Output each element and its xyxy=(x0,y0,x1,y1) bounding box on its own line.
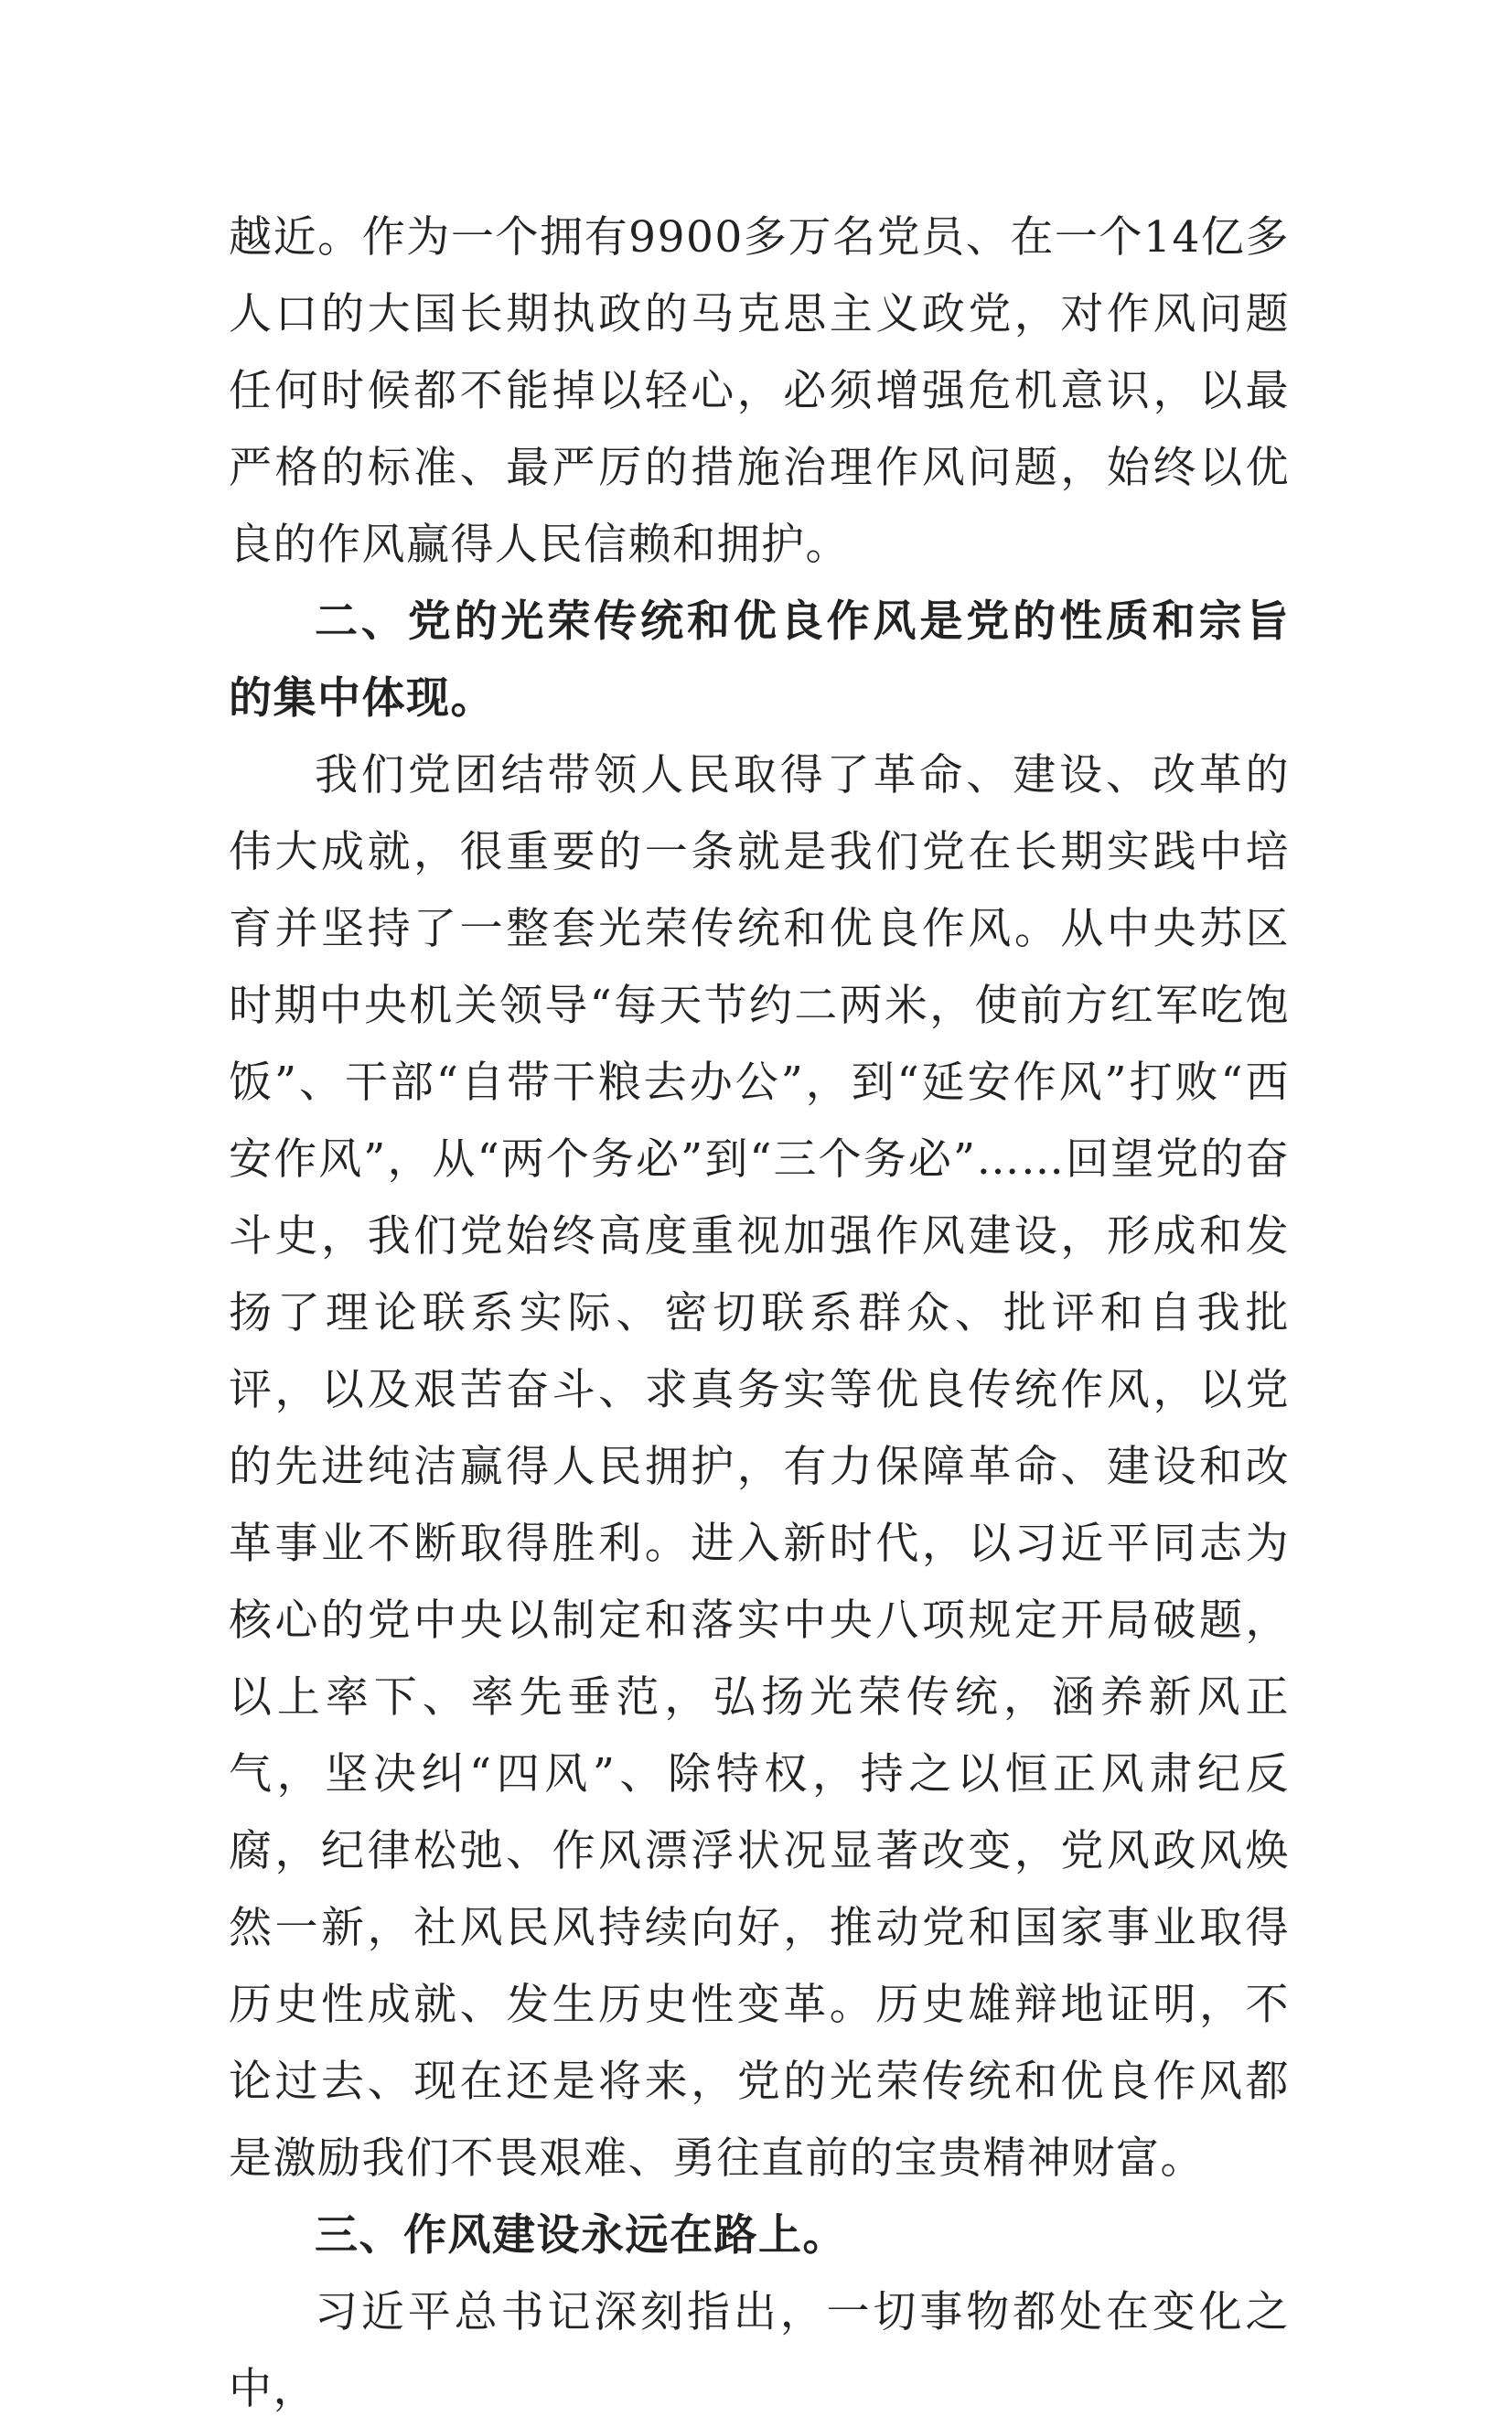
document-body xyxy=(229,199,1290,2428)
paragraph-continuation: 越近。作为一个拥有9900多万名党员、在一个14亿多人口的大国长期执政的马克思主义政党，对作风问题任何时候都不能掉以轻心，必须增强危机意识，以最严格的标准、最严厉的措施治理作风问题，始终以优良的作风赢得人民信赖和拥护。 xyxy=(229,212,1290,570)
section-heading-two: 二、党的光荣传统和优良作风是党的性质和宗旨的集中体现。 xyxy=(229,596,1290,724)
paragraph-two: 我们党团结带领人民取得了革命、建设、改革的伟大成就，很重要的一条就是我们党在长期实践中培育并坚持了一整套光荣传统和优良作风。从中央苏区时期中央机关领导“每天节约二两米，使前方红军吃饱饭”、干部“自带干粮去办公”，到“延安作风”打败“西安作风”，从“两个务必”到“三个务必”……回望党的奋斗史，我们党始终高度重视加强作风建设，形成和发扬了理论联系实际、密切联系群众、批评和自我批评，以及艰苦奋斗、求真务实等优良传统作风，以党的先进纯洁赢得人民拥护，有力保障革命、建设和改革事业不断取得胜利。进入新时代，以习近平同志为核心的党中央以制定和落实中央八项规定开局破题，以上率下、率先垂范，弘扬光荣传统，涵养新风正气，坚决纠“四风”、除特权，持之以恒正风肃纪反腐，纪律松弛、作风漂浮状况显著改变，党风政风焕然一新，社风民风持续向好，推动党和国家事业取得历史性成就、发生历史性变革。历史雄辩地证明，不论过去、现在还是将来，党的光荣传统和优良作风都是激励我们不畏艰难、勇往直前的宝贵精神财富。 xyxy=(229,750,1290,2184)
paragraph-three: 习近平总书记深刻指出，一切事物都处在变化之中， xyxy=(229,2287,1290,2414)
section-heading-three: 三、作风建设永远在路上。 xyxy=(315,2210,847,2261)
